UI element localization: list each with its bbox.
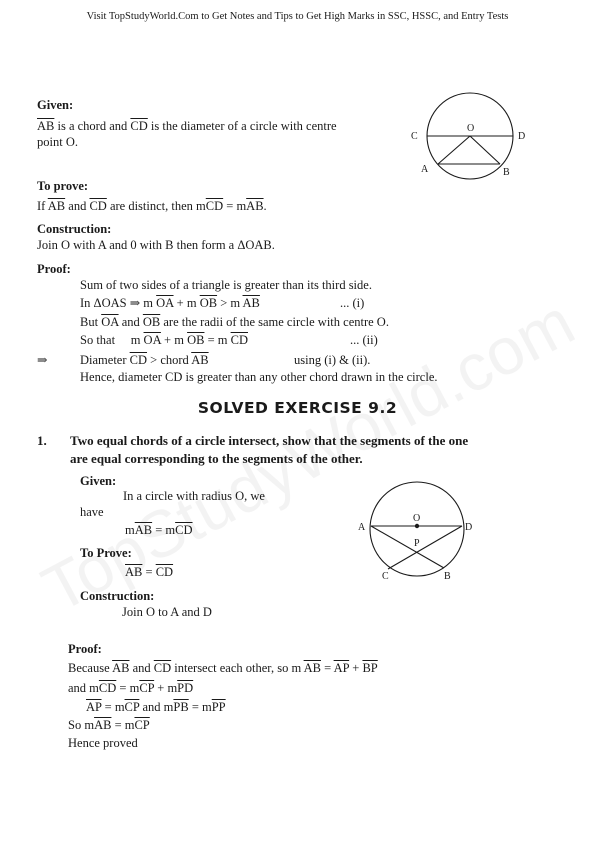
ex-construction-text: Join O to A and D xyxy=(122,605,212,619)
segment-pb: $\overline{PB}$ xyxy=(173,700,189,714)
radius-ob xyxy=(470,136,500,164)
ex-proof-line-1 xyxy=(68,661,378,676)
text: = m xyxy=(101,700,125,714)
segment-ap: $\overline{AP}$ xyxy=(86,700,102,714)
proof-line-1: Sum of two sides of a triangle is greater than its third side. xyxy=(80,278,372,292)
question-line-2: are equal corresponding to the segments of the other. xyxy=(70,451,363,466)
page-header: Visit TopStudyWorld.Com to Get Notes and Tips to Get High Marks in SSC, HSSC, and Entry Tests xyxy=(86,11,509,22)
proof-line-4 xyxy=(80,333,248,348)
ex-given-heading: Given: xyxy=(80,474,117,488)
segment-bp: $\overline{BP}$ xyxy=(362,661,378,675)
prove-heading: To prove: xyxy=(37,179,89,193)
segment-cd: $\overline{CD}$ xyxy=(205,199,224,213)
text: So m xyxy=(68,718,95,732)
chord-cd xyxy=(388,526,462,569)
text: But xyxy=(80,315,102,329)
segment-cd: $\overline{CD}$ xyxy=(230,333,248,347)
label-o: O xyxy=(413,513,421,524)
text: are distinct, then m xyxy=(106,199,206,213)
chord-ab xyxy=(371,526,444,568)
text: = m xyxy=(152,523,176,537)
label-p: P xyxy=(414,538,420,549)
label-a: A xyxy=(421,164,429,175)
segment-cd: $\overline{CD}$ xyxy=(89,199,107,213)
text: + m xyxy=(154,681,178,695)
question-line-1: Two equal chords of a circle intersect, show that the segments of the one xyxy=(70,433,469,448)
text: and xyxy=(129,661,154,675)
text: If xyxy=(37,199,48,213)
text: . xyxy=(263,199,267,213)
segment-ab: $\overline{AB}$ xyxy=(191,353,209,367)
ex-prove-heading: To Prove: xyxy=(80,546,132,560)
segment-ab: $\overline{AB}$ xyxy=(47,199,66,213)
proof-heading: Proof: xyxy=(37,262,71,276)
text: + m xyxy=(160,333,188,347)
text: So that m xyxy=(80,333,144,347)
segment-cd: $\overline{CD}$ xyxy=(98,681,117,695)
label-d: D xyxy=(518,131,526,142)
label-c: C xyxy=(382,571,389,582)
text: are the radii of the same circle with centre O. xyxy=(160,315,389,329)
segment-ob: $\overline{OB}$ xyxy=(142,315,161,329)
ex-proof-line-5: Hence proved xyxy=(68,736,138,750)
segment-ob: $\overline{OB}$ xyxy=(199,296,218,310)
proof-line-2 xyxy=(80,296,260,311)
text: = xyxy=(142,565,156,579)
construction-heading: Construction: xyxy=(37,222,112,236)
text: + m xyxy=(173,296,200,310)
text: > chord xyxy=(147,353,192,367)
segment-ab: $\overline{AB}$ xyxy=(242,296,260,310)
exercise-title: SOLVED EXERCISE 9.2 xyxy=(197,399,398,417)
ex-proof-line-4 xyxy=(68,718,150,733)
segment-ab: $\overline{AB}$ xyxy=(112,661,130,675)
segment-cp: $\overline{CP}$ xyxy=(134,718,150,732)
segment-ab: $\overline{AB}$ xyxy=(37,119,55,133)
text: and xyxy=(65,199,90,213)
segment-cd: $\overline{CD}$ xyxy=(130,119,148,133)
proof-line-6: Hence, diameter CD is greater than any other chord drawn in the circle. xyxy=(80,370,438,384)
text: Because xyxy=(68,661,113,675)
text: = m xyxy=(223,199,247,213)
label-d: D xyxy=(465,522,473,533)
label-o: O xyxy=(467,123,475,134)
ex-given-line-2: have xyxy=(80,505,104,519)
text: intersect each other, so m xyxy=(171,661,304,675)
label-c: C xyxy=(411,131,418,142)
text: = m xyxy=(188,700,212,714)
label-a: A xyxy=(358,522,366,533)
given-heading: Given: xyxy=(37,98,74,112)
text: = m xyxy=(204,333,231,347)
text: and m xyxy=(68,681,99,695)
segment-cd: $\overline{CD}$ xyxy=(129,353,148,367)
segment-pp: $\overline{PP}$ xyxy=(211,700,226,714)
segment-pd: $\overline{PD}$ xyxy=(177,681,194,695)
segment-oa: $\overline{OA}$ xyxy=(156,296,174,310)
ex-proof-line-3 xyxy=(86,700,226,715)
text: Diameter xyxy=(80,353,130,367)
given-text xyxy=(37,119,337,134)
segment-ab: $\overline{AB}$ xyxy=(94,718,112,732)
radius-oa xyxy=(438,136,470,164)
text: > m xyxy=(217,296,243,310)
segment-ab: $\overline{AB}$ xyxy=(134,523,153,537)
ex-prove-equation xyxy=(125,565,173,580)
segment-cd: $\overline{CD}$ xyxy=(155,565,174,579)
text: = xyxy=(320,661,334,675)
ref-i: ... (i) xyxy=(340,296,365,310)
ref-ii: ... (ii) xyxy=(350,333,378,347)
centre-point xyxy=(415,524,419,528)
construction-text: Join O with A and 0 with B then form a ΔOAB. xyxy=(37,238,275,252)
theorem-circle-figure xyxy=(405,88,540,188)
circle xyxy=(370,482,464,576)
ref-using: using (i) & (ii). xyxy=(294,353,371,367)
ex-construction-heading: Construction: xyxy=(80,589,155,603)
segment-oa: $\overline{OA}$ xyxy=(101,315,119,329)
exercise-circle-figure xyxy=(350,478,485,583)
text: = m xyxy=(111,718,135,732)
question-number: 1. xyxy=(37,433,47,448)
segment-cd: $\overline{CD}$ xyxy=(153,661,172,675)
text: + xyxy=(349,661,363,675)
ex-given-line-1: In a circle with radius O, we xyxy=(123,489,265,503)
segment-cd: $\overline{CD}$ xyxy=(175,523,193,537)
segment-cp: $\overline{CP}$ xyxy=(124,700,140,714)
proof-line-5 xyxy=(80,353,209,368)
text: and m xyxy=(139,700,174,714)
ex-given-equation xyxy=(125,523,193,538)
given-text-line2: point O. xyxy=(37,135,78,149)
segment-cp: $\overline{CP}$ xyxy=(139,681,155,695)
ex-proof-heading: Proof: xyxy=(68,642,102,656)
implies-arrow: ⇒ xyxy=(37,353,48,367)
segment-ab: $\overline{AB}$ xyxy=(303,661,321,675)
text: is a chord and xyxy=(54,119,131,133)
label-b: B xyxy=(503,167,510,178)
text: is the diameter of a circle with centre xyxy=(147,119,337,133)
segment-ap: $\overline{AP}$ xyxy=(333,661,350,675)
prove-text xyxy=(37,199,267,214)
text: and xyxy=(118,315,143,329)
segment-ab: $\overline{AB}$ xyxy=(246,199,264,213)
ex-proof-line-2 xyxy=(68,681,193,696)
segment-oa: $\overline{OA}$ xyxy=(143,333,161,347)
segment-ab: $\overline{AB}$ xyxy=(125,565,143,579)
text: In ΔOAS ⇒ m xyxy=(80,296,157,310)
label-b: B xyxy=(444,571,451,582)
text: = m xyxy=(116,681,140,695)
proof-line-3 xyxy=(80,315,389,330)
segment-ob: $\overline{OB}$ xyxy=(187,333,205,347)
text: m xyxy=(125,523,135,537)
